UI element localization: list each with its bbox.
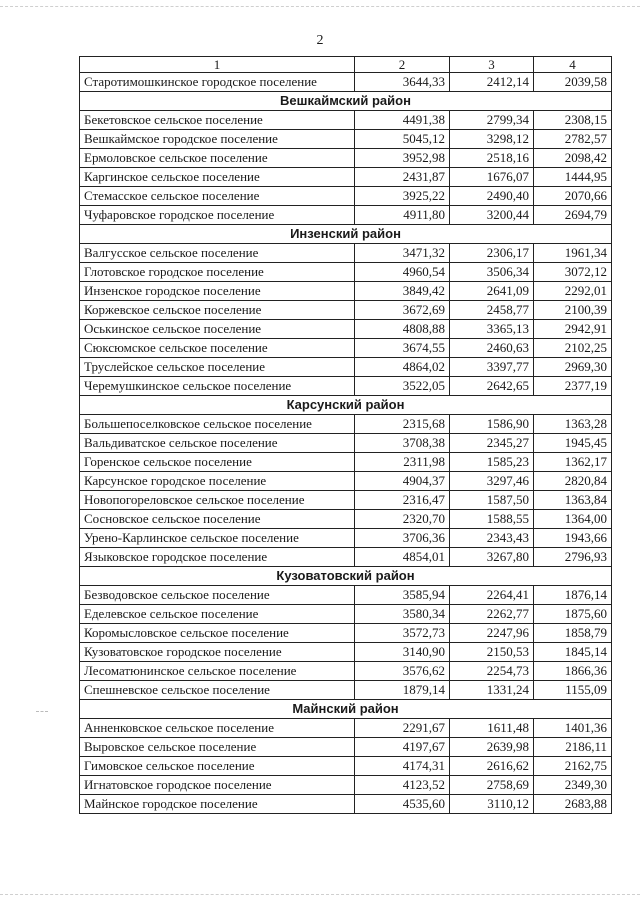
settlement-name: Безводовское сельское поселение <box>80 586 355 605</box>
value-col-3: 1586,90 <box>450 415 534 434</box>
settlement-name: Сюксюмское сельское поселение <box>80 339 355 358</box>
settlement-name: Стемасское сельское поселение <box>80 187 355 206</box>
scan-artifact-left <box>36 711 48 712</box>
value-col-4: 1362,17 <box>534 453 612 472</box>
settlement-name: Карсунское городское поселение <box>80 472 355 491</box>
value-col-2: 4808,88 <box>355 320 450 339</box>
value-col-3: 1587,50 <box>450 491 534 510</box>
value-col-3: 2641,09 <box>450 282 534 301</box>
value-col-2: 4174,31 <box>355 757 450 776</box>
page-number: 2 <box>316 33 324 48</box>
column-number-row <box>80 57 612 73</box>
column-header: 2 <box>355 57 450 73</box>
value-col-3: 3365,13 <box>450 320 534 339</box>
value-col-2: 2431,87 <box>355 168 450 187</box>
table-row <box>80 662 612 681</box>
settlement-name: Инзенское городское поселение <box>80 282 355 301</box>
settlement-name: Глотовское городское поселение <box>80 263 355 282</box>
value-col-2: 3706,36 <box>355 529 450 548</box>
table-row <box>80 548 612 567</box>
settlement-name: Бекетовское сельское поселение <box>80 111 355 130</box>
value-col-4: 1401,36 <box>534 719 612 738</box>
settlement-name: Труслейское сельское поселение <box>80 358 355 377</box>
table-row <box>80 73 612 92</box>
value-col-3: 3298,12 <box>450 130 534 149</box>
value-col-2: 4123,52 <box>355 776 450 795</box>
value-col-4: 2100,39 <box>534 301 612 320</box>
value-col-4: 2098,42 <box>534 149 612 168</box>
settlement-name: Еделевское сельское поселение <box>80 605 355 624</box>
settlement-name: Анненковское сельское поселение <box>80 719 355 738</box>
district-name: Инзенский район <box>80 225 612 244</box>
value-col-3: 3297,46 <box>450 472 534 491</box>
value-col-4: 2782,57 <box>534 130 612 149</box>
district-header-row <box>80 92 612 111</box>
value-col-3: 3397,77 <box>450 358 534 377</box>
value-col-3: 3200,44 <box>450 206 534 225</box>
value-col-4: 1364,00 <box>534 510 612 529</box>
table-row <box>80 643 612 662</box>
settlement-name: Старотимошкинское городское поселение <box>80 73 355 92</box>
settlement-name: Оськинское сельское поселение <box>80 320 355 339</box>
table-row <box>80 795 612 814</box>
settlement-name: Языковское городское поселение <box>80 548 355 567</box>
value-col-3: 2345,27 <box>450 434 534 453</box>
value-col-4: 2308,15 <box>534 111 612 130</box>
value-col-2: 3644,33 <box>355 73 450 92</box>
table-row <box>80 491 612 510</box>
value-col-3: 1585,23 <box>450 453 534 472</box>
value-col-2: 4960,54 <box>355 263 450 282</box>
value-col-3: 2458,77 <box>450 301 534 320</box>
value-col-3: 1676,07 <box>450 168 534 187</box>
table-row <box>80 339 612 358</box>
value-col-4: 2820,84 <box>534 472 612 491</box>
table-row <box>80 529 612 548</box>
settlement-name: Выровское сельское поселение <box>80 738 355 757</box>
settlement-name: Чуфаровское городское поселение <box>80 206 355 225</box>
value-col-3: 2262,77 <box>450 605 534 624</box>
column-header: 1 <box>80 57 355 73</box>
settlement-name: Спешневское сельское поселение <box>80 681 355 700</box>
value-col-3: 3506,34 <box>450 263 534 282</box>
value-col-3: 2247,96 <box>450 624 534 643</box>
value-col-4: 1875,60 <box>534 605 612 624</box>
value-col-4: 2349,30 <box>534 776 612 795</box>
value-col-4: 1363,84 <box>534 491 612 510</box>
value-col-4: 2292,01 <box>534 282 612 301</box>
table-row <box>80 187 612 206</box>
value-col-4: 2683,88 <box>534 795 612 814</box>
value-col-2: 4491,38 <box>355 111 450 130</box>
table-row <box>80 377 612 396</box>
settlement-name: Игнатовское городское поселение <box>80 776 355 795</box>
district-header-row <box>80 225 612 244</box>
value-col-3: 2758,69 <box>450 776 534 795</box>
table-row <box>80 168 612 187</box>
value-col-3: 2616,62 <box>450 757 534 776</box>
value-col-4: 1444,95 <box>534 168 612 187</box>
value-col-4: 2070,66 <box>534 187 612 206</box>
value-col-4: 1866,36 <box>534 662 612 681</box>
value-col-4: 1363,28 <box>534 415 612 434</box>
table-row <box>80 776 612 795</box>
value-col-2: 3580,34 <box>355 605 450 624</box>
table-row <box>80 130 612 149</box>
value-col-2: 4854,01 <box>355 548 450 567</box>
table-row <box>80 453 612 472</box>
value-col-2: 4904,37 <box>355 472 450 491</box>
value-col-3: 2490,40 <box>450 187 534 206</box>
district-name: Кузоватовский район <box>80 567 612 586</box>
value-col-4: 1876,14 <box>534 586 612 605</box>
value-col-2: 3674,55 <box>355 339 450 358</box>
value-col-2: 3471,32 <box>355 244 450 263</box>
settlement-name: Большепоселковское сельское поселение <box>80 415 355 434</box>
value-col-4: 1945,45 <box>534 434 612 453</box>
value-col-2: 3925,22 <box>355 187 450 206</box>
value-col-4: 2186,11 <box>534 738 612 757</box>
value-col-3: 1331,24 <box>450 681 534 700</box>
value-col-4: 1943,66 <box>534 529 612 548</box>
settlement-name: Коромысловское сельское поселение <box>80 624 355 643</box>
table-row <box>80 605 612 624</box>
value-col-2: 3672,69 <box>355 301 450 320</box>
table-row <box>80 757 612 776</box>
value-col-4: 1961,34 <box>534 244 612 263</box>
value-col-3: 3110,12 <box>450 795 534 814</box>
value-col-3: 2412,14 <box>450 73 534 92</box>
value-col-2: 4197,67 <box>355 738 450 757</box>
district-header-row <box>80 700 612 719</box>
value-col-2: 4535,60 <box>355 795 450 814</box>
district-name: Вешкаймский район <box>80 92 612 111</box>
settlement-name: Каргинское сельское поселение <box>80 168 355 187</box>
table-row <box>80 681 612 700</box>
value-col-4: 2694,79 <box>534 206 612 225</box>
table-row <box>80 415 612 434</box>
settlement-name: Урено-Карлинское сельское поселение <box>80 529 355 548</box>
table-row <box>80 111 612 130</box>
table-row <box>80 206 612 225</box>
value-col-4: 2969,30 <box>534 358 612 377</box>
column-header: 4 <box>534 57 612 73</box>
table-row <box>80 301 612 320</box>
settlement-name: Вальдиватское сельское поселение <box>80 434 355 453</box>
value-col-2: 5045,12 <box>355 130 450 149</box>
value-col-3: 3267,80 <box>450 548 534 567</box>
value-col-4: 1858,79 <box>534 624 612 643</box>
value-col-2: 3708,38 <box>355 434 450 453</box>
value-col-3: 2150,53 <box>450 643 534 662</box>
value-col-2: 2315,68 <box>355 415 450 434</box>
district-header-row <box>80 567 612 586</box>
value-col-4: 2162,75 <box>534 757 612 776</box>
settlement-name: Ермоловское сельское поселение <box>80 149 355 168</box>
value-col-3: 1611,48 <box>450 719 534 738</box>
value-col-2: 3849,42 <box>355 282 450 301</box>
value-col-3: 2642,65 <box>450 377 534 396</box>
table-row <box>80 624 612 643</box>
scan-artifact-top <box>0 6 640 7</box>
value-col-2: 2320,70 <box>355 510 450 529</box>
value-col-3: 2306,17 <box>450 244 534 263</box>
value-col-3: 2254,73 <box>450 662 534 681</box>
settlement-name: Гимовское сельское поселение <box>80 757 355 776</box>
table-row <box>80 586 612 605</box>
settlement-name: Кузоватовское городское поселение <box>80 643 355 662</box>
table-row <box>80 282 612 301</box>
settlement-name: Горенское сельское поселение <box>80 453 355 472</box>
value-col-3: 2460,63 <box>450 339 534 358</box>
table-row <box>80 738 612 757</box>
column-header: 3 <box>450 57 534 73</box>
value-col-2: 3140,90 <box>355 643 450 662</box>
district-name: Карсунский район <box>80 396 612 415</box>
value-col-4: 2377,19 <box>534 377 612 396</box>
settlement-name: Коржевское сельское поселение <box>80 301 355 320</box>
settlement-name: Черемушкинское сельское поселение <box>80 377 355 396</box>
value-col-3: 1588,55 <box>450 510 534 529</box>
value-col-2: 3522,05 <box>355 377 450 396</box>
value-col-2: 4911,80 <box>355 206 450 225</box>
settlement-name: Лесоматюнинское сельское поселение <box>80 662 355 681</box>
settlement-name: Валгусское сельское поселение <box>80 244 355 263</box>
value-col-2: 3572,73 <box>355 624 450 643</box>
value-col-2: 1879,14 <box>355 681 450 700</box>
scan-artifact-bottom <box>0 894 640 895</box>
settlement-name: Новопогореловское сельское поселение <box>80 491 355 510</box>
table-row <box>80 358 612 377</box>
value-col-2: 3585,94 <box>355 586 450 605</box>
settlement-name: Вешкаймское городское поселение <box>80 130 355 149</box>
value-col-4: 2796,93 <box>534 548 612 567</box>
value-col-2: 2316,47 <box>355 491 450 510</box>
district-name: Майнский район <box>80 700 612 719</box>
table-row <box>80 510 612 529</box>
value-col-4: 1845,14 <box>534 643 612 662</box>
table-row <box>80 149 612 168</box>
table-row <box>80 320 612 339</box>
value-col-2: 2311,98 <box>355 453 450 472</box>
value-col-3: 2343,43 <box>450 529 534 548</box>
value-col-2: 2291,67 <box>355 719 450 738</box>
value-col-4: 2039,58 <box>534 73 612 92</box>
table-row <box>80 434 612 453</box>
value-col-3: 2799,34 <box>450 111 534 130</box>
value-col-4: 2102,25 <box>534 339 612 358</box>
table-row <box>80 472 612 491</box>
table-row <box>80 263 612 282</box>
value-col-4: 2942,91 <box>534 320 612 339</box>
table-row <box>80 244 612 263</box>
district-header-row <box>80 396 612 415</box>
value-col-3: 2518,16 <box>450 149 534 168</box>
value-col-3: 2264,41 <box>450 586 534 605</box>
value-col-4: 1155,09 <box>534 681 612 700</box>
value-col-2: 3952,98 <box>355 149 450 168</box>
value-col-3: 2639,98 <box>450 738 534 757</box>
settlement-name: Сосновское сельское поселение <box>80 510 355 529</box>
table-row <box>80 719 612 738</box>
value-col-4: 3072,12 <box>534 263 612 282</box>
settlements-table <box>79 56 612 814</box>
settlement-name: Майнское городское поселение <box>80 795 355 814</box>
value-col-2: 3576,62 <box>355 662 450 681</box>
value-col-2: 4864,02 <box>355 358 450 377</box>
